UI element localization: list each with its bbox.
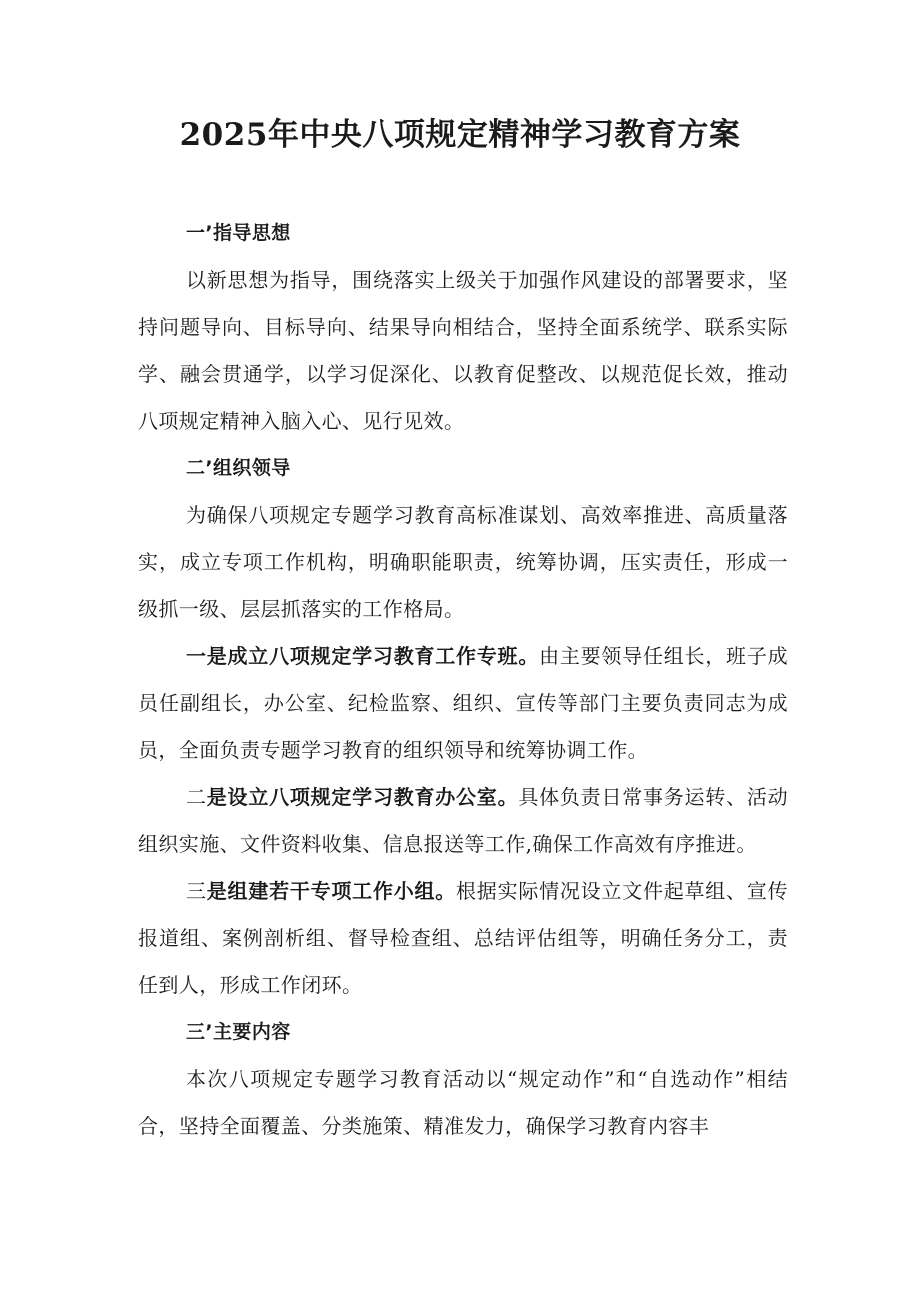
document-title: 2025年中央八项规定精神学习教育方案: [179, 117, 741, 153]
item-2-prefix: 二: [186, 785, 207, 809]
item-2-text: 具体负责日常事务运转、活动组织实施、文件资料收集、信息报送等工作,确保工作高效有序推进。: [138, 785, 789, 856]
item-3-text: 根据实际情况设立文件起草组、宣传报道组、案例剖析组、督导检查组、总结评估组等，明确任务分工，责任到人，形成工作闭环。: [138, 879, 788, 997]
section-heading-organization: 二’组织领导: [186, 457, 291, 479]
paragraph-item-1: [138, 633, 788, 774]
section-heading-guiding: 一’指导思想: [186, 222, 291, 244]
section-heading-content: 三’主要内容: [186, 1021, 291, 1043]
document-body: [138, 210, 788, 1150]
item-2-lead: 是设立八项规定学习教育办公室。: [206, 785, 519, 809]
paragraph-organization-intro: 为确保八项规定专题学习教育高标准谋划、高效率推进、高质量落实，成立专项工作机构，明确职能职责，统筹协调，压实责任，形成一级抓一级、层层抓落实的工作格局。: [138, 503, 788, 621]
item-3-lead: 是组建若干专项工作小组。: [206, 879, 457, 903]
paragraph-guiding: 以新思想为指导，围绕落实上级关于加强作风建设的部署要求，坚持问题导向、目标导向、结果导向相结合，坚持全面系统学、联系实际学、融会贯通学，以学习促深化、以教育促整改、以规范促长效，推动八项规定精神入脑入心、见行见效。: [138, 268, 788, 433]
item-1-text: 由主要领导任组长，班子成员任副组长，办公室、纪检监察、组织、宣传等部门主要负责同志为成员，全面负责专题学习教育的组织领导和统筹协调工作。: [138, 644, 788, 762]
paragraph-item-2: [138, 774, 788, 868]
paragraph-content: 本次八项规定专题学习教育活动以“规定动作”和“自选动作”相结合，坚持全面覆盖、分类施策、精准发力，确保学习教育内容丰: [138, 1067, 788, 1138]
paragraph-item-3: [138, 868, 788, 1009]
item-3-prefix: 三: [186, 879, 207, 903]
item-1-lead: 一是成立八项规定学习教育工作专班。: [186, 644, 540, 668]
